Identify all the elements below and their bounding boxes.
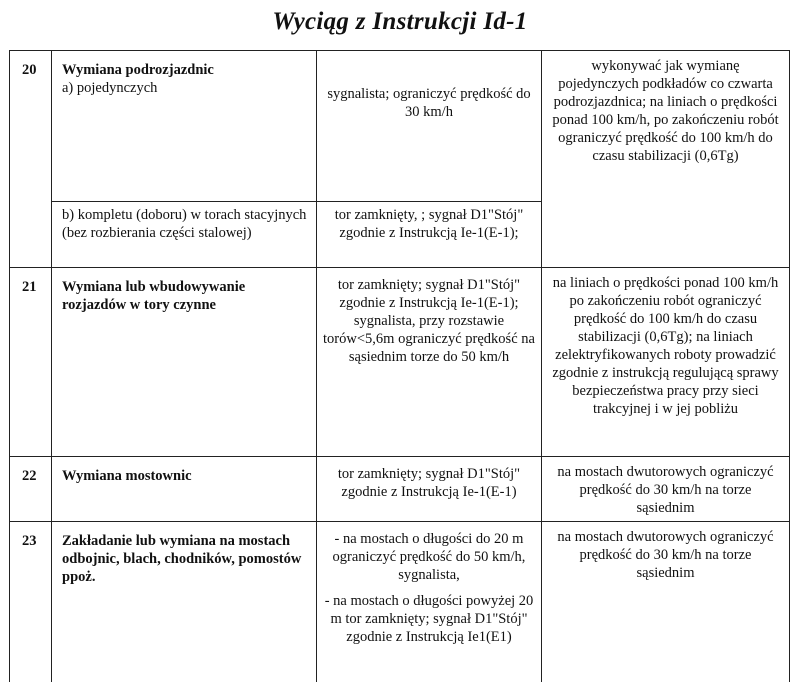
work-subitem: a) pojedynczych — [62, 80, 158, 96]
condition-cell — [317, 522, 542, 682]
row-number: 20 — [10, 51, 52, 268]
work-title: Wymiana lub wbudowywanie rozjazdów w tory czynne — [52, 268, 317, 457]
condition-cell: tor zamknięty; sygnał D1"Stój" zgodnie z Instrukcją Ie-1(E-1); sygnalista, przy rozstawie torów<5,6m ograniczyć prędkość na sąsiednim torze do 50 km/h — [317, 268, 542, 457]
instruction-table — [9, 50, 790, 682]
table-row — [10, 268, 790, 457]
work-subitem: b) kompletu (doboru) w torach stacyjnych (bez rozbierania części stalowej) — [52, 202, 317, 268]
work-title: Wymiana podrozjazdnic — [62, 62, 214, 78]
row-number: 23 — [10, 522, 52, 682]
note-cell: na liniach o prędkości ponad 100 km/h po zakończeniu robót ograniczyć prędkość do 100 km/h do czasu stabilizacji (0,6Tg); na liniach zelektryfikowanych roboty prowadzić zgodnie z instrukcją regulującą sprawy bezpieczeństwa pracy przy sieci trakcyjnej i w jej pobliżu — [542, 268, 790, 457]
condition-item: - na mostach o długości do 20 m ograniczyć prędkość do 50 km/h, sygnalista, — [332, 531, 526, 583]
condition-cell: sygnalista; ograniczyć prędkość do 30 km/h — [317, 51, 542, 202]
note-cell: na mostach dwutorowych ograniczyć prędkość do 30 km/h na torze sąsiednim — [542, 457, 790, 522]
table-row — [10, 457, 790, 522]
page-title: Wyciąg z Instrukcji Id-1 — [272, 8, 528, 35]
condition-cell: tor zamknięty; sygnał D1"Stój" zgodnie z Instrukcją Ie-1(E-1) — [317, 457, 542, 522]
work-title: Wymiana mostownic — [52, 457, 317, 522]
condition-cell: tor zamknięty, ; sygnał D1"Stój" zgodnie z Instrukcją Ie-1(E-1); — [317, 202, 542, 268]
work-title: Zakładanie lub wymiana na mostach odbojnic, blach, chodników, pomostów ppoż. — [52, 522, 317, 682]
condition-item: - na mostach o długości powyżej 20 m tor zamknięty; sygnał D1"Stój" zgodnie z Instrukcją Ie1(E1) — [324, 593, 534, 645]
table-row — [10, 522, 790, 682]
row-number: 22 — [10, 457, 52, 522]
work-cell — [52, 51, 317, 202]
row-number: 21 — [10, 268, 52, 457]
note-cell: wykonywać jak wymianę pojedynczych podkładów co czwarta podrozjazdnica; na liniach o prędkości ponad 100 km/h, po zakończeniu robót ograniczyć prędkość do 100 km/h do czasu stabilizacji (0,6Tg) — [542, 51, 790, 268]
table-row — [10, 51, 790, 202]
note-cell: na mostach dwutorowych ograniczyć prędkość do 30 km/h na torze sąsiednim — [542, 522, 790, 682]
